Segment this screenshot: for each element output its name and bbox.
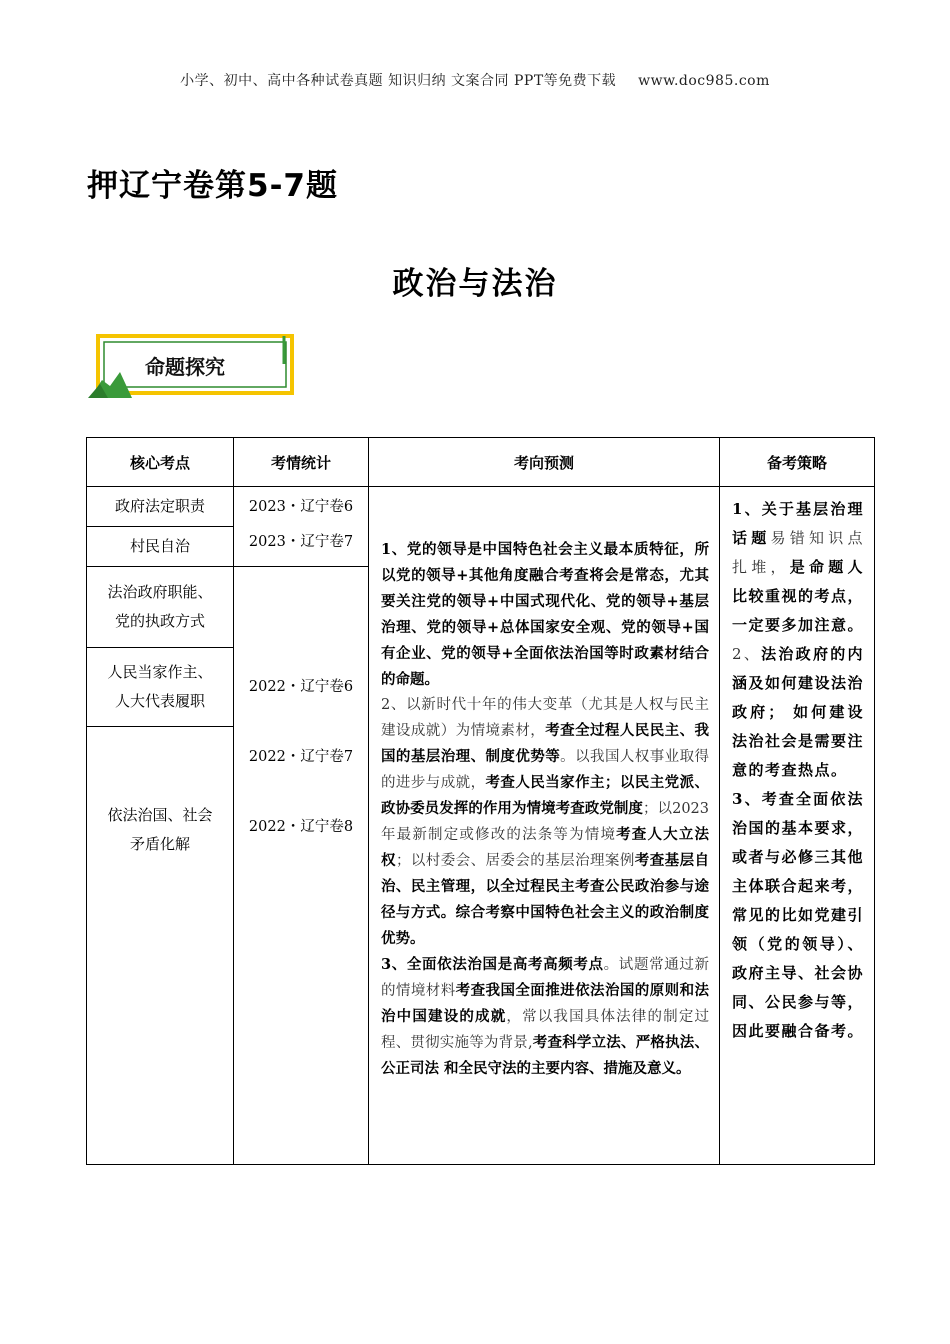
topic-badge xyxy=(88,334,298,400)
col-header-strategy: 备考策略 xyxy=(720,438,875,487)
table-header-row xyxy=(87,438,875,487)
col-header-stats: 考情统计 xyxy=(234,438,369,487)
core-point-cell: 依法治国、社会 矛盾化解 xyxy=(87,727,234,1165)
badge-label: 命题探究 xyxy=(145,355,225,379)
header-site-link[interactable]: www.doc985.com xyxy=(638,73,770,89)
page-header xyxy=(0,70,950,90)
col-header-prediction: 考向预测 xyxy=(369,438,720,487)
strategy-cell: 1、关于基层治理话题易错知识点扎堆，是命题人比较重视的考点，一定要多加注意。 2、法治政府的内涵及如何建设法治政府； 如何建设法治社会是需要注意的考查热点。 3、考查全面依法治国的基本要求，或者与必修三其他主体联合起来考，常见的比如党建引领（党的领导）、政府主导、社会协同、公民参与等，因此要融合备考。 xyxy=(720,487,875,1165)
core-point-cell: 法治政府职能、 党的执政方式 xyxy=(87,567,234,648)
core-point-cell: 人民当家作主、 人大代表履职 xyxy=(87,648,234,727)
exam-analysis-table xyxy=(86,437,875,1165)
core-point-cell: 村民自治 xyxy=(87,527,234,567)
col-header-core: 核心考点 xyxy=(87,438,234,487)
stats-2023-cell: 2023・辽宁卷6 2023・辽宁卷7 xyxy=(234,487,369,567)
table-row xyxy=(87,487,875,527)
section-title: 政治与法治 xyxy=(392,266,558,302)
prediction-cell: 1、党的领导是中国特色社会主义最本质特征，所以党的领导+其他角度融合考查将会是常态，尤其要关注党的领导+中国式现代化、党的领导+基层治理、党的领导+总体国家安全观、党的领导+国有企业、党的领导+全面依法治国等时政素材结合的命题。 2、以新时代十年的伟大变革（尤其是人权与民主建设成就）为情境素材，考查全过程人民民主、我国的基层治理、制度优势等。以我国人权事业取得的进步与成就，考查人民当家作主；以民主党派、政协委员发挥的作用为情境考查政党制度；以2023年最新制定或修改的法条等为情境考查人大立法权；以村委会、居委会的基层治理案例考查基层自治、民主管理，以全过程民主考查公民政治参与途径与方式。综合考察中国特色社会主义的政治制度优势。 3、全面依法治国是高考高频考点。试题常通过新的情境材料考查我国全面推进依法治国的原则和法治中国建设的成就，常以我国具体法律的制定过程、贯彻实施等为背景,考查科学立法、严格执法、公正司法 和全民守法的主要内容、措施及意义。 xyxy=(369,487,720,1165)
page-title: 押辽宁卷第5-7题 xyxy=(87,168,339,204)
core-point-cell: 政府法定职责 xyxy=(87,487,234,527)
stats-2022-cell: 2022・辽宁卷6 2022・辽宁卷7 2022・辽宁卷8 xyxy=(234,567,369,1165)
header-text: 小学、初中、高中各种试卷真题 知识归纳 文案合同 PPT等免费下载 xyxy=(180,73,617,89)
